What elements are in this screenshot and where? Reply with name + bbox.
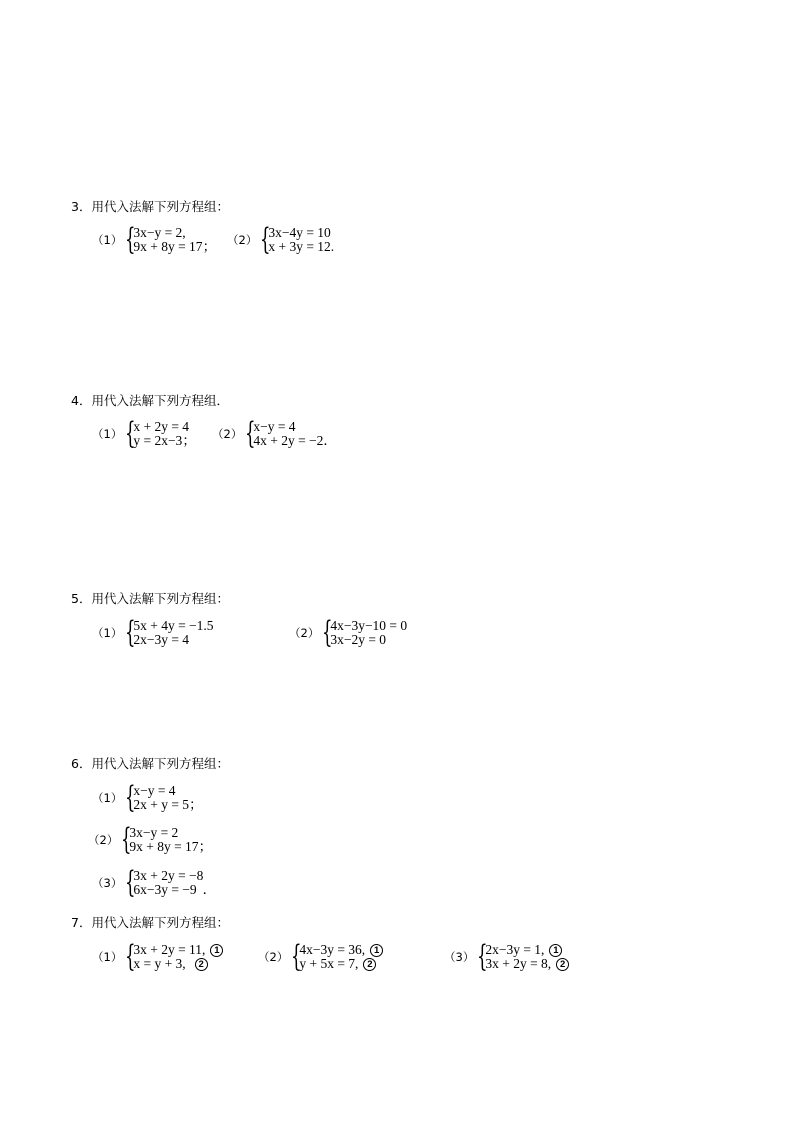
equation-line-1 [485, 943, 569, 957]
equation-line-2 [485, 957, 569, 971]
equation-text: 5x + 4y = −1.5 [133, 618, 214, 634]
part-label: （1） [92, 427, 123, 441]
equation-line-2 [299, 957, 383, 971]
equation-text: 3x−y = 2, [133, 225, 186, 241]
brace: { [125, 615, 136, 650]
circled-number-1: 1 [210, 944, 223, 957]
equation-line-2 [129, 840, 212, 854]
equation-text: 2x−3y = 4 [133, 632, 190, 648]
equations [133, 619, 213, 647]
part-label: （1） [92, 791, 123, 805]
equation-text: 4x−3y = 36, [299, 942, 366, 958]
equation-text: 3x−2y = 0 [330, 632, 387, 648]
brace: { [125, 865, 136, 900]
equations [133, 869, 216, 897]
equations [133, 226, 216, 254]
part-label: （3） [92, 876, 123, 890]
equation-line-1 [133, 420, 195, 434]
part-label: （1） [92, 626, 123, 640]
part-label: （1） [92, 233, 123, 247]
equation-line-1 [129, 826, 212, 840]
problem-6-system-1 [92, 780, 203, 815]
brace: { [125, 222, 136, 257]
equations [485, 943, 569, 971]
problem-6-system-3 [92, 865, 217, 900]
part-label: （1） [92, 950, 123, 964]
equation-text: 4x−3y−10 = 0 [330, 618, 408, 634]
equation-text: 9x + 8y = 17 [129, 839, 199, 855]
equation-line-1 [253, 420, 337, 434]
part-label: （3） [444, 950, 475, 964]
equations [299, 943, 383, 971]
problem-3-title: 3．用代入法解下列方程组： [71, 199, 229, 214]
brace: { [125, 780, 136, 815]
equation-line-1 [133, 784, 202, 798]
equation-line-1 [299, 943, 383, 957]
problem-5-title: 5．用代入法解下列方程组： [71, 591, 229, 606]
equation-text: 2x + y = 5 [133, 797, 190, 813]
problem-4-system-1 [92, 416, 196, 451]
equation-line-2 [253, 434, 337, 448]
equations [253, 420, 337, 448]
brace: { [322, 615, 333, 650]
circled-number-1: 1 [370, 944, 383, 957]
equation-line-1 [268, 226, 334, 240]
problem-7-title: 7．用代入法解下列方程组： [71, 915, 229, 930]
problem-4-title: 4．用代入法解下列方程组． [71, 393, 229, 408]
equation-text: 3x−4y = 10 [268, 225, 331, 241]
equation-line-2 [133, 240, 216, 254]
equations [129, 826, 212, 854]
circled-number-2: 2 [363, 958, 376, 971]
problem-4-system-2 [212, 416, 337, 451]
equation-text: x−y = 4 [253, 419, 296, 435]
equation-line-2 [133, 883, 216, 897]
part-label: （2） [212, 427, 243, 441]
equation-text: x = y + 3, [133, 956, 186, 972]
separator: ； [182, 433, 196, 449]
equation-text: 3x + 2y = −8 [133, 868, 204, 884]
brace: { [125, 939, 136, 974]
equation-line-1 [133, 226, 216, 240]
problem-7-system-2 [258, 939, 383, 974]
part-label: （2） [289, 626, 320, 640]
equation-line-2 [330, 633, 407, 647]
separator: ． [323, 433, 337, 449]
equation-text: x + 3y = 12. [268, 239, 335, 255]
equation-line-2 [268, 240, 334, 254]
equation-text: 9x + 8y = 17 [133, 239, 203, 255]
equations [268, 226, 334, 254]
equation-text: 3x + 2y = 11, [133, 942, 206, 958]
separator: ； [202, 239, 217, 255]
equations [330, 619, 407, 647]
equation-text: x + 2y = 4 [133, 419, 190, 435]
separator: ． [202, 882, 217, 898]
problem-6-system-2 [88, 822, 213, 857]
brace: { [245, 416, 256, 451]
separator: ； [198, 839, 213, 855]
problem-5-system-1 [92, 615, 214, 650]
brace: { [477, 939, 488, 974]
separator: ； [189, 797, 203, 813]
brace: { [125, 416, 136, 451]
equation-line-2 [133, 957, 223, 971]
equation-line-2 [133, 798, 202, 812]
circled-number-2: 2 [556, 958, 569, 971]
equation-line-1 [133, 619, 213, 633]
equation-line-1 [330, 619, 407, 633]
equation-text: x−y = 4 [133, 783, 176, 799]
problem-3-system-2 [227, 222, 335, 257]
brace: { [291, 939, 302, 974]
equation-text: 3x−y = 2 [129, 825, 179, 841]
brace: { [260, 222, 271, 257]
circled-number-1: 1 [549, 944, 562, 957]
equation-line-1 [133, 943, 223, 957]
equation-text: 6x−3y = −9 [133, 882, 197, 898]
equations [133, 784, 202, 812]
brace: { [121, 822, 132, 857]
equations [133, 420, 195, 448]
equation-line-1 [133, 869, 216, 883]
part-label: （2） [88, 833, 119, 847]
equation-text: y + 5x = 7, [299, 956, 359, 972]
problem-5-system-2 [289, 615, 408, 650]
equation-line-2 [133, 633, 213, 647]
equation-text: 4x + 2y = −2 [253, 433, 324, 449]
problem-3-system-1 [92, 222, 217, 257]
equation-text: 2x−3y = 1, [485, 942, 545, 958]
equation-line-2 [133, 434, 195, 448]
problem-7-system-1 [92, 939, 223, 974]
circled-number-2: 2 [195, 958, 208, 971]
equations [133, 943, 223, 971]
equation-text: y = 2x−3 [133, 433, 183, 449]
part-label: （2） [258, 950, 289, 964]
equation-text: 3x + 2y = 8, [485, 956, 552, 972]
problem-6-title: 6．用代入法解下列方程组： [71, 756, 229, 771]
part-label: （2） [227, 233, 258, 247]
problem-7-system-3 [444, 939, 569, 974]
